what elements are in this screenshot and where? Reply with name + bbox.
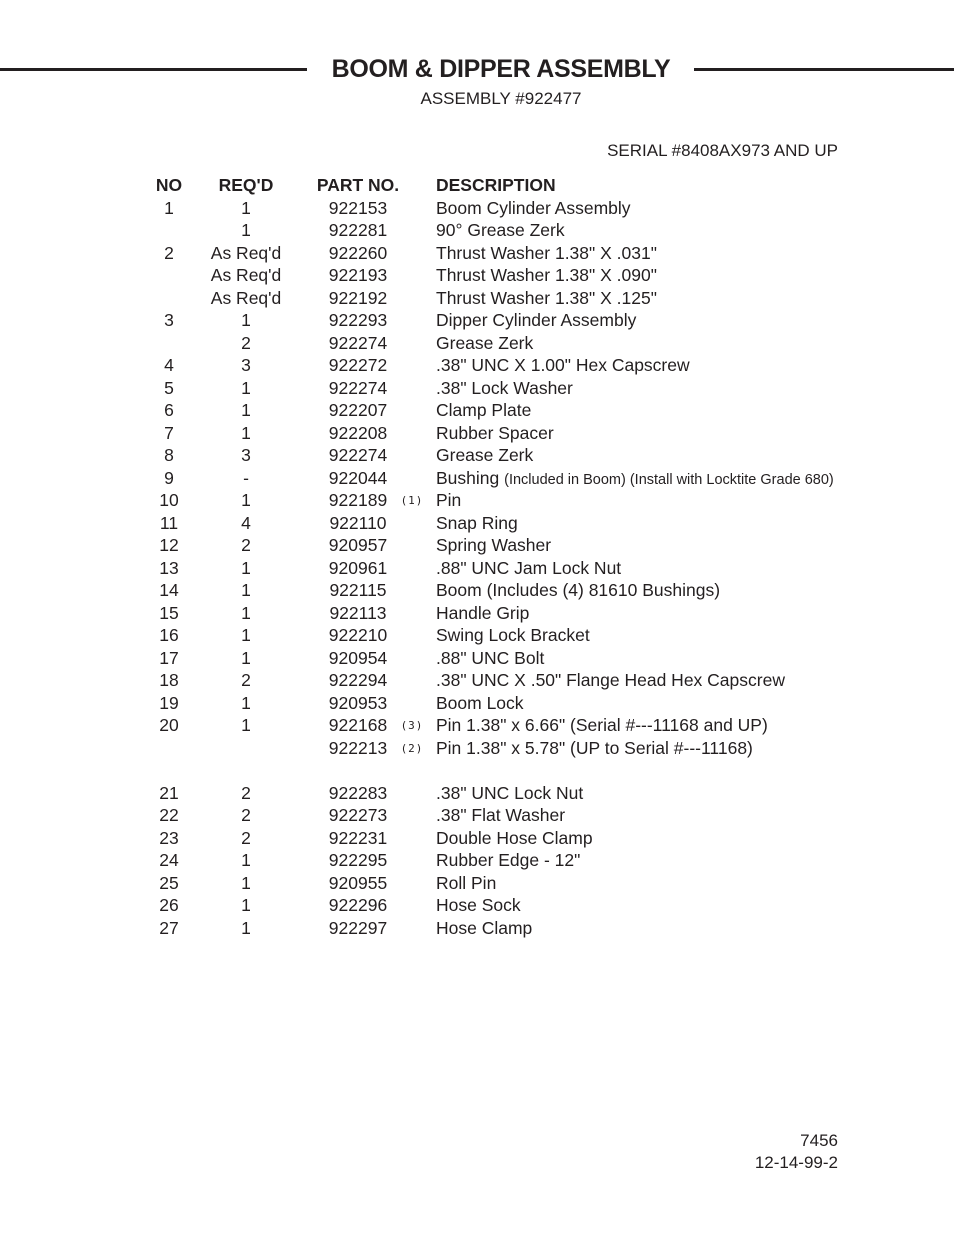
parts-table — [0, 174, 954, 939]
row-reqd: 1 — [241, 895, 251, 915]
table-row — [0, 219, 954, 242]
row-part-no: 922297 — [328, 917, 388, 938]
row-part-no: 922294 — [328, 670, 388, 690]
row-description-text: Swing Lock Bracket — [436, 625, 590, 645]
row-reqd: 1 — [241, 917, 251, 938]
row-reqd: 1 — [241, 422, 251, 443]
row-description — [436, 467, 834, 492]
row-description — [436, 332, 533, 355]
footer-date: 12-14-99-2 — [754, 1153, 838, 1172]
row-no: 4 — [164, 355, 174, 375]
row-part-no: 920955 — [328, 872, 388, 893]
row-description-text: Clamp Plate — [436, 400, 532, 420]
row-description-text: .38" UNC Lock Nut — [436, 782, 584, 803]
row-description-text: Handle Grip — [436, 602, 530, 623]
row-reqd: 2 — [241, 332, 251, 353]
row-part-no: 922115 — [329, 580, 387, 600]
row-reqd: 2 — [241, 805, 251, 825]
row-description — [436, 264, 657, 287]
row-description-text: Grease Zerk — [436, 445, 534, 465]
table-row — [0, 872, 954, 895]
row-description — [436, 737, 753, 760]
row-part-no: 922189 — [328, 490, 388, 510]
row-description-text: .38" UNC X .50" Flange Head Hex Capscrew — [436, 670, 785, 690]
row-note: (2) — [400, 741, 424, 755]
table-row — [0, 489, 954, 512]
row-description — [436, 714, 768, 737]
row-no: 20 — [159, 715, 179, 735]
row-reqd: 2 — [241, 827, 251, 848]
row-description-text: Thrust Washer 1.38" X .090" — [436, 265, 657, 285]
row-part-no: 922044 — [328, 467, 388, 488]
row-no: 13 — [159, 557, 179, 578]
row-part-no: 922153 — [328, 197, 388, 218]
row-no: 26 — [159, 895, 179, 915]
row-description-text: .38" UNC X 1.00" Hex Capscrew — [436, 355, 690, 375]
table-row — [0, 287, 954, 310]
table-row — [0, 242, 954, 265]
table-row — [0, 647, 954, 670]
row-description-text: Boom (Includes (4) 81610 Bushings) — [436, 580, 721, 600]
row-description — [436, 242, 657, 265]
row-description-text: Bushing — [436, 467, 500, 488]
row-reqd: 2 — [241, 535, 251, 555]
row-description — [436, 624, 590, 647]
footer-code: 7456 — [800, 1131, 838, 1150]
row-no: 6 — [164, 400, 174, 420]
row-no: 5 — [164, 377, 174, 398]
row-reqd: 4 — [241, 512, 251, 533]
row-description-text: Rubber Edge - 12" — [436, 850, 581, 870]
row-description-text: Pin 1.38" x 6.66" (Serial #---11168 and UP) — [436, 715, 768, 735]
table-row — [0, 309, 954, 332]
row-no: 27 — [159, 917, 179, 938]
row-note: (1) — [400, 494, 424, 507]
row-no: 8 — [164, 445, 174, 465]
table-row — [0, 444, 954, 467]
row-description-text: Roll Pin — [436, 872, 497, 893]
row-description — [436, 309, 636, 332]
row-reqd: 1 — [241, 220, 251, 240]
table-row — [0, 422, 954, 445]
row-part-no: 922283 — [328, 782, 388, 803]
table-row — [0, 849, 954, 872]
row-description-text: Rubber Spacer — [436, 422, 554, 443]
table-body — [0, 197, 954, 940]
row-reqd: 1 — [241, 377, 251, 398]
row-description — [436, 399, 531, 422]
row-description — [436, 894, 521, 917]
row-description-text: .38" Lock Washer — [436, 377, 573, 398]
row-description — [436, 647, 544, 670]
row-description-text: Boom Lock — [436, 692, 524, 713]
row-description-text: Grease Zerk — [436, 332, 534, 353]
row-description-text: .88" UNC Bolt — [436, 647, 545, 668]
row-description-text: Pin — [436, 490, 462, 510]
row-part-no: 922281 — [328, 220, 388, 240]
row-description-text: 90° Grease Zerk — [436, 220, 565, 240]
table-row — [0, 467, 954, 490]
row-no: 1 — [164, 197, 174, 218]
row-no: 11 — [159, 512, 179, 533]
row-description-text: .38" Flat Washer — [436, 805, 566, 825]
row-reqd: 1 — [241, 310, 251, 330]
row-no: 23 — [159, 827, 179, 848]
row-description — [436, 692, 524, 715]
row-reqd: 1 — [241, 715, 251, 735]
table-row — [0, 399, 954, 422]
table-row — [0, 827, 954, 850]
table-row — [0, 737, 954, 760]
row-part-no: 922293 — [328, 310, 388, 330]
row-description-text: Boom Cylinder Assembly — [436, 197, 631, 218]
row-part-no: 920961 — [328, 557, 388, 578]
row-note: (3) — [400, 719, 424, 732]
row-description — [436, 197, 631, 220]
row-description-text: Double Hose Clamp — [436, 827, 593, 848]
table-row — [0, 624, 954, 647]
row-part-no: 922210 — [328, 625, 388, 645]
table-row — [0, 782, 954, 805]
row-reqd: 3 — [241, 355, 251, 375]
row-no: 14 — [159, 580, 179, 600]
row-no: 21 — [159, 782, 179, 803]
row-part-no: 920957 — [328, 535, 388, 555]
row-part-no: 922213 — [328, 737, 388, 758]
row-part-no: 922192 — [328, 287, 388, 308]
row-no: 9 — [164, 467, 174, 488]
row-description — [436, 782, 583, 805]
row-part-no: 922274 — [328, 377, 388, 398]
row-reqd: 1 — [241, 625, 251, 645]
table-row — [0, 512, 954, 535]
row-part-no: 922296 — [328, 895, 388, 915]
row-reqd: 1 — [241, 197, 251, 218]
row-description — [436, 354, 690, 377]
row-description — [436, 219, 565, 242]
row-part-no: 922168 — [328, 715, 388, 735]
row-reqd: As Req'd — [210, 242, 282, 263]
row-description-text: Spring Washer — [436, 535, 552, 555]
row-no: 24 — [159, 850, 179, 870]
row-reqd: - — [243, 467, 249, 488]
row-reqd: 1 — [241, 400, 251, 420]
header-no: NO — [155, 175, 183, 195]
row-description — [436, 804, 565, 827]
row-no: 16 — [159, 625, 179, 645]
table-row — [0, 197, 954, 220]
row-part-no: 922272 — [328, 355, 388, 375]
table-row — [0, 917, 954, 940]
row-description — [436, 489, 461, 512]
row-no: 17 — [159, 647, 179, 668]
row-description-text: Hose Clamp — [436, 917, 533, 938]
page-footer — [755, 1130, 838, 1174]
row-reqd: As Req'd — [210, 287, 282, 308]
row-description — [436, 377, 573, 400]
row-description-text: Hose Sock — [436, 895, 521, 915]
table-row — [0, 602, 954, 625]
table-row — [0, 557, 954, 580]
row-part-no: 922207 — [328, 400, 388, 420]
row-description — [436, 422, 554, 445]
row-reqd: 1 — [241, 647, 251, 668]
row-part-no: 922273 — [328, 805, 388, 825]
table-row — [0, 534, 954, 557]
row-description-text: Dipper Cylinder Assembly — [436, 310, 637, 330]
row-reqd: 1 — [241, 692, 251, 713]
header-part-no: PART NO. — [316, 175, 400, 195]
row-part-no: 922295 — [328, 850, 388, 870]
table-header — [0, 174, 954, 197]
row-no: 15 — [159, 602, 179, 623]
row-description — [436, 287, 657, 310]
row-no: 22 — [159, 805, 179, 825]
page-title: BOOM & DIPPER ASSEMBLY — [331, 55, 671, 83]
row-no: 18 — [159, 670, 179, 690]
row-description — [436, 827, 593, 850]
row-no: 25 — [159, 872, 179, 893]
row-part-no: 920954 — [328, 647, 388, 668]
header-reqd: REQ'D — [218, 175, 274, 195]
row-description — [436, 579, 720, 602]
serial-range: SERIAL #8408AX973 AND UP — [607, 141, 838, 160]
row-description — [436, 917, 532, 940]
row-description-text: Snap Ring — [436, 512, 518, 533]
row-description — [436, 534, 551, 557]
header-description: DESCRIPTION — [436, 175, 556, 195]
row-reqd: 1 — [241, 602, 251, 623]
row-no: 12 — [159, 535, 179, 555]
row-no: 19 — [159, 692, 179, 713]
row-description-note: (Included in Boom) (Install with Locktite Grade 680) — [504, 471, 834, 488]
row-no: 3 — [164, 310, 174, 330]
row-description — [436, 444, 533, 467]
table-row — [0, 579, 954, 602]
table-spacer — [0, 759, 954, 782]
row-reqd: 1 — [241, 490, 251, 510]
row-description — [436, 602, 529, 625]
table-row — [0, 804, 954, 827]
table-row — [0, 354, 954, 377]
row-reqd: 1 — [241, 557, 251, 578]
row-no: 2 — [164, 242, 174, 263]
assembly-number: ASSEMBLY #922477 — [420, 89, 582, 108]
row-reqd: 2 — [241, 670, 251, 690]
table-row — [0, 264, 954, 287]
table-row — [0, 894, 954, 917]
row-description — [436, 849, 580, 872]
row-description-text: Pin 1.38" x 5.78" (UP to Serial #---11168) — [436, 737, 753, 758]
row-no: 7 — [164, 422, 174, 443]
row-part-no: 922260 — [328, 242, 388, 263]
row-part-no: 922113 — [329, 602, 387, 623]
row-description — [436, 557, 621, 580]
table-row — [0, 332, 954, 355]
table-row — [0, 692, 954, 715]
row-reqd: 1 — [241, 872, 251, 893]
row-part-no: 922193 — [328, 265, 388, 285]
row-reqd: 1 — [241, 580, 251, 600]
table-row — [0, 714, 954, 737]
row-part-no: 922274 — [328, 445, 388, 465]
table-row — [0, 377, 954, 400]
row-description — [436, 872, 496, 895]
row-description — [436, 512, 518, 535]
row-description-text: Thrust Washer 1.38" X .031" — [436, 242, 657, 263]
row-reqd: 2 — [241, 782, 251, 803]
row-reqd: 3 — [241, 445, 251, 465]
row-no: 10 — [159, 490, 179, 510]
row-reqd: As Req'd — [210, 265, 282, 285]
row-part-no: 922274 — [328, 332, 388, 353]
row-part-no: 922208 — [328, 422, 388, 443]
row-description-text: .88" UNC Jam Lock Nut — [436, 557, 622, 578]
row-description — [436, 669, 785, 692]
row-reqd: 1 — [241, 850, 251, 870]
row-description-text: Thrust Washer 1.38" X .125" — [436, 287, 657, 308]
row-part-no: 922231 — [328, 827, 388, 848]
row-part-no: 922110 — [329, 512, 387, 533]
table-row — [0, 669, 954, 692]
row-part-no: 920953 — [328, 692, 388, 713]
